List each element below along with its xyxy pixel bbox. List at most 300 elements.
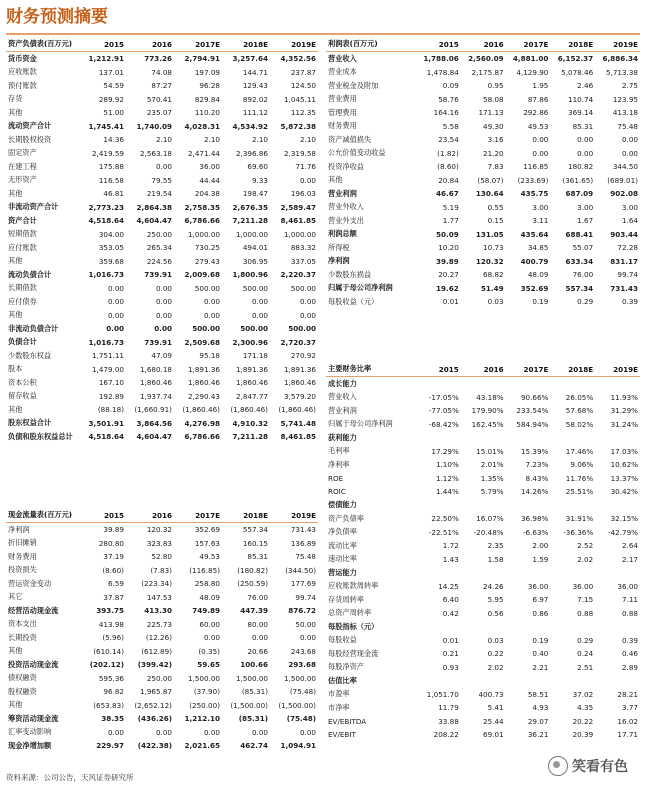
- cell-value: 157.63: [194, 538, 220, 548]
- row-label: 总资产周转率: [328, 608, 372, 618]
- cell-value: 46.67: [436, 189, 459, 199]
- row-label: 每股净资产: [328, 662, 364, 672]
- cell-value: 570.41: [146, 94, 172, 104]
- row-label: 管理费用: [328, 107, 357, 117]
- cell-value: 0.00: [251, 297, 268, 307]
- cell-value: 229.97: [96, 741, 124, 751]
- cell-value: 15.01%: [476, 446, 504, 456]
- cell-value: 0.42: [442, 608, 459, 618]
- cell-value: 235.07: [146, 108, 172, 118]
- cell-value: 120.32: [475, 256, 504, 266]
- cell-value: 7.15: [577, 595, 594, 605]
- cell-value: 38.35: [101, 714, 124, 724]
- cell-value: 739.91: [144, 337, 172, 347]
- cell-value: 400.73: [478, 689, 504, 699]
- cell-value: 0.22: [487, 649, 504, 659]
- cell-value: [506, 377, 551, 391]
- cell-value: 197.09: [194, 67, 220, 77]
- cell-value: 413.18: [612, 108, 638, 118]
- income-statement-panel: [326, 37, 640, 309]
- page-title: 财务预测摘要: [6, 7, 108, 27]
- cell-value: 413.98: [98, 619, 124, 629]
- cell-value: 110.74: [568, 94, 594, 104]
- row-label: 流动比率: [328, 540, 357, 550]
- row-label: 成长能力: [328, 378, 357, 388]
- cell-value: [461, 566, 506, 580]
- cell-value: 6,786.66: [184, 216, 220, 226]
- cell-value: 876.72: [288, 606, 316, 616]
- cell-value: 2,419.59: [91, 148, 124, 158]
- row-label: 偿债能力: [328, 500, 357, 510]
- table-row: [326, 295, 640, 309]
- cell-value: 0.00: [155, 283, 172, 293]
- table-row: [6, 349, 318, 363]
- cell-value: 1.58: [487, 554, 504, 564]
- table-row: [6, 52, 318, 66]
- cell-value: 0.00: [621, 148, 638, 158]
- cell-value: 26.05%: [565, 392, 594, 402]
- cell-value: (8.60): [102, 565, 124, 575]
- cell-value: 11.76%: [565, 473, 594, 483]
- watermark: [548, 756, 628, 776]
- cell-value: 5.41: [487, 703, 504, 713]
- cell-value: (610.14): [93, 646, 124, 656]
- table-header-title: 利润表(百万元): [326, 37, 416, 52]
- year-header: 2019E: [595, 37, 640, 52]
- table-row: [6, 255, 318, 269]
- cell-value: 0.00: [299, 310, 316, 320]
- cell-value: 829.84: [194, 94, 220, 104]
- cell-value: 1,745.41: [88, 121, 124, 131]
- cell-value: 112.35: [290, 108, 316, 118]
- cell-value: 31.91%: [565, 514, 594, 524]
- cell-value: (2,652.12): [134, 700, 172, 710]
- cell-value: 47.09: [151, 351, 172, 361]
- year-header: 2017E: [506, 37, 551, 52]
- row-label: 流动资产合计: [8, 121, 52, 131]
- cell-value: 177.69: [290, 579, 316, 589]
- cell-value: 4,129.90: [516, 67, 549, 77]
- cell-value: 96.28: [199, 81, 220, 91]
- year-header: 2016: [461, 37, 506, 52]
- row-label: 归属于母公司净利润: [328, 419, 393, 429]
- cell-value: 3.00: [621, 202, 638, 212]
- cell-value: 32.15%: [610, 514, 638, 524]
- table-row: [6, 577, 318, 591]
- cell-value: 20.84: [438, 175, 459, 185]
- cell-value: 14.36: [103, 135, 124, 145]
- cell-value: 2,396.86: [235, 148, 268, 158]
- table-row: [326, 255, 640, 269]
- cell-value: [550, 499, 595, 513]
- cell-value: [506, 620, 551, 634]
- cell-value: 2,175.87: [471, 67, 504, 77]
- cell-value: 95.18: [199, 351, 220, 361]
- cell-value: 883.32: [290, 243, 316, 253]
- cell-value: 0.00: [155, 727, 172, 737]
- cell-value: 7,211.28: [232, 216, 268, 226]
- row-label: 净负债率: [328, 527, 357, 537]
- row-label: 资本支出: [8, 619, 37, 629]
- cell-value: 4,604.47: [136, 216, 172, 226]
- row-label: 每股收益（元）: [328, 296, 379, 306]
- cell-value: 1,000.00: [187, 229, 220, 239]
- cell-value: 7.11: [621, 595, 638, 605]
- cell-value: 17.03%: [610, 446, 638, 456]
- cell-value: [595, 499, 640, 513]
- cell-value: 0.93: [442, 662, 459, 672]
- cell-value: 22.50%: [431, 514, 459, 524]
- cell-value: [550, 566, 595, 580]
- table-row: [326, 282, 640, 296]
- cell-value: 144.71: [242, 67, 268, 77]
- cell-value: 37.19: [103, 552, 124, 562]
- table-row: [326, 715, 640, 729]
- cell-value: 24.26: [483, 581, 504, 591]
- table-row: [326, 553, 640, 567]
- table-row: [6, 187, 318, 201]
- table-row: [326, 133, 640, 147]
- row-label: 留存收益: [8, 391, 37, 401]
- row-label: 预付账款: [8, 80, 37, 90]
- cell-value: 180.82: [568, 162, 594, 172]
- cell-value: 2,794.91: [184, 54, 220, 64]
- cell-value: 6.97: [532, 595, 549, 605]
- cell-value: 1,094.91: [280, 741, 316, 751]
- cell-value: 0.00: [106, 324, 124, 334]
- cell-value: 0.88: [621, 608, 638, 618]
- cell-value: 0.00: [107, 727, 124, 737]
- cell-value: 0.19: [532, 297, 549, 307]
- row-label: 利润总额: [328, 229, 357, 239]
- cell-value: 0.15: [487, 216, 504, 226]
- row-label: 其他: [8, 256, 23, 266]
- cell-value: 0.01: [442, 297, 459, 307]
- cell-value: (75.48): [286, 714, 316, 724]
- cell-value: -68.42%: [428, 419, 459, 429]
- cell-value: 1,891.36: [187, 364, 220, 374]
- row-label: 营业收入: [328, 392, 357, 402]
- table-row: [6, 336, 318, 350]
- cell-value: 435.64: [520, 229, 549, 239]
- cell-value: -77.05%: [428, 406, 459, 416]
- cell-value: 7.23%: [525, 460, 549, 470]
- table-row: [6, 390, 318, 404]
- table-row: [326, 106, 640, 120]
- cell-value: 71.76: [295, 162, 316, 172]
- cell-value: 2,720.37: [280, 337, 316, 347]
- row-label: 现金净增加额: [8, 740, 52, 750]
- cell-value: 11.79: [438, 703, 459, 713]
- row-label: 营业外支出: [328, 215, 364, 225]
- cell-value: 369.14: [568, 108, 594, 118]
- table-row: [6, 93, 318, 107]
- cell-value: 96.82: [103, 687, 124, 697]
- cell-value: 237.87: [290, 67, 316, 77]
- table-row: [326, 674, 640, 688]
- cell-value: 2,471.44: [187, 148, 220, 158]
- cell-value: [506, 674, 551, 688]
- cell-value: 116.85: [523, 162, 549, 172]
- table-row: [326, 66, 640, 80]
- table-row: [6, 214, 318, 228]
- cell-value: 120.32: [146, 525, 172, 535]
- cell-value: 393.75: [96, 606, 124, 616]
- cell-value: 0.39: [621, 297, 638, 307]
- table-row: [6, 417, 318, 431]
- cell-value: 0.00: [155, 310, 172, 320]
- row-label: 股权融资: [8, 686, 37, 696]
- cell-value: 739.91: [144, 270, 172, 280]
- cell-value: 0.00: [107, 310, 124, 320]
- cell-value: 280.80: [98, 538, 124, 548]
- table-row: [326, 593, 640, 607]
- row-label: 投资活动现金流: [8, 659, 59, 669]
- cell-value: 0.86: [532, 608, 549, 618]
- cell-value: 0.00: [577, 148, 594, 158]
- table-row: [326, 512, 640, 526]
- table-row: [6, 564, 318, 578]
- cell-value: 279.43: [194, 256, 220, 266]
- cell-value: 36.00: [617, 581, 638, 591]
- cell-value: 1,860.46: [283, 378, 316, 388]
- table-row: [326, 147, 640, 161]
- cell-value: 225.73: [146, 619, 172, 629]
- cell-value: 10.62%: [610, 460, 638, 470]
- cell-value: (85.31): [238, 714, 268, 724]
- cell-value: 400.79: [520, 256, 549, 266]
- cell-value: 557.34: [242, 525, 268, 535]
- balance-sheet-table: [6, 37, 318, 444]
- cell-value: 1,891.36: [283, 364, 316, 374]
- table-row: [6, 268, 318, 282]
- cell-value: 1.35%: [480, 473, 504, 483]
- cell-value: 87.27: [151, 81, 172, 91]
- cell-value: 7.83: [487, 162, 504, 172]
- cell-value: 0.19: [532, 635, 549, 645]
- row-label: EV/EBIT: [328, 730, 356, 740]
- cell-value: [416, 431, 461, 445]
- table-row: [6, 201, 318, 215]
- cell-value: 192.89: [98, 391, 124, 401]
- row-label: 债权融资: [8, 673, 37, 683]
- table-header-title: 现金流量表(百万元): [6, 508, 78, 523]
- cell-value: 7,211.28: [232, 432, 268, 442]
- cell-value: 224.56: [146, 256, 172, 266]
- cell-value: 80.00: [247, 619, 268, 629]
- cell-value: 1,860.46: [187, 378, 220, 388]
- cell-value: 6.59: [107, 579, 124, 589]
- cell-value: 0.00: [203, 633, 220, 643]
- table-row: [6, 160, 318, 174]
- table-row: [6, 631, 318, 645]
- cell-value: 5,078.46: [561, 67, 594, 77]
- cell-value: 494.01: [242, 243, 268, 253]
- cell-value: 1.59: [532, 554, 549, 564]
- row-label: 每股收益: [328, 635, 357, 645]
- cell-value: (361.65): [562, 175, 594, 185]
- cell-value: 0.03: [487, 635, 504, 645]
- cell-value: [416, 674, 461, 688]
- cell-value: 4,028.31: [184, 121, 220, 131]
- row-label: 财务费用: [328, 121, 357, 131]
- cell-value: (202.12): [89, 660, 124, 670]
- row-label: 非流动负债合计: [8, 323, 59, 333]
- cell-value: 39.89: [436, 256, 459, 266]
- cell-value: 4,518.64: [88, 216, 124, 226]
- cell-value: 1,500.00: [187, 673, 220, 683]
- row-label: 股东权益合计: [8, 418, 52, 428]
- cell-value: 59.65: [197, 660, 220, 670]
- cell-value: 21.20: [483, 148, 504, 158]
- year-header: 2016: [461, 362, 506, 377]
- cell-value: (436.26): [137, 714, 172, 724]
- cell-value: 3,579.20: [283, 391, 316, 401]
- cell-value: 9.33: [251, 175, 268, 185]
- cell-value: 37.87: [103, 592, 124, 602]
- cell-value: 87.86: [527, 94, 549, 104]
- cell-value: 265.34: [146, 243, 172, 253]
- cell-value: [461, 499, 506, 513]
- cell-value: 2.64: [621, 541, 638, 551]
- cell-value: 2.89: [621, 662, 638, 672]
- table-row: [6, 363, 318, 377]
- cell-value: 0.29: [577, 635, 594, 645]
- table-row: [6, 658, 318, 672]
- cell-value: (344.50): [285, 565, 316, 575]
- cell-value: 2.21: [532, 662, 549, 672]
- cell-value: 20.39: [572, 730, 594, 740]
- cell-value: 2,560.09: [468, 54, 504, 64]
- table-row: [6, 699, 318, 713]
- cell-value: [461, 377, 506, 391]
- table-row: [326, 418, 640, 432]
- row-label: 汇率变动影响: [8, 727, 52, 737]
- cell-value: 1,479.00: [91, 364, 124, 374]
- cell-value: 258.80: [194, 579, 220, 589]
- table-row: [6, 672, 318, 686]
- cell-value: (75.48): [289, 687, 316, 697]
- cell-value: [550, 431, 595, 445]
- cell-value: 2,509.68: [184, 337, 220, 347]
- cell-value: 0.24: [577, 649, 594, 659]
- cell-value: 124.50: [290, 81, 316, 91]
- cell-value: 1,478.84: [426, 67, 459, 77]
- cell-value: 0.00: [203, 310, 220, 320]
- cell-value: 4,881.00: [512, 54, 549, 64]
- cell-value: 0.00: [154, 324, 172, 334]
- cell-value: 179.90%: [471, 406, 504, 416]
- table-row: [326, 607, 640, 621]
- cell-value: 14.25: [438, 581, 459, 591]
- cell-value: (12.26): [145, 633, 172, 643]
- cell-value: 1,045.11: [283, 94, 316, 104]
- cell-value: (1,660.91): [134, 405, 172, 415]
- cell-value: 175.88: [98, 162, 124, 172]
- cell-value: 123.95: [612, 94, 638, 104]
- table-row: [326, 187, 640, 201]
- cell-value: -20.48%: [473, 527, 504, 537]
- cell-value: 1,965.87: [139, 687, 172, 697]
- row-label: 市盈率: [328, 689, 350, 699]
- cell-value: 76.00: [572, 270, 594, 280]
- cell-value: 4,352.56: [280, 54, 316, 64]
- cell-value: 304.00: [98, 229, 124, 239]
- cell-value: [416, 377, 461, 391]
- year-header: 2015: [78, 508, 126, 523]
- year-header: 2017E: [506, 362, 551, 377]
- row-label: 每股指标（元）: [328, 621, 379, 631]
- cell-value: 2.51: [577, 662, 594, 672]
- cell-value: [595, 377, 640, 391]
- cell-value: 595.36: [98, 673, 124, 683]
- row-label: 少数股东损益: [328, 269, 372, 279]
- cell-value: 6,786.66: [184, 432, 220, 442]
- table-row: [326, 228, 640, 242]
- cell-value: 6.40: [442, 595, 459, 605]
- cell-value: 74.08: [151, 67, 172, 77]
- cell-value: -36.36%: [563, 527, 594, 537]
- cell-value: 10.73: [483, 243, 504, 253]
- cell-value: 51.00: [103, 108, 124, 118]
- year-header: 2018E: [550, 37, 595, 52]
- cell-value: 5.58: [442, 121, 459, 131]
- row-label: 营业外收入: [328, 202, 364, 212]
- cell-value: 892.02: [242, 94, 268, 104]
- cell-value: 2.01%: [480, 460, 504, 470]
- cell-value: 0.00: [251, 633, 268, 643]
- cell-value: 352.69: [194, 525, 220, 535]
- table-row: [326, 661, 640, 675]
- cell-value: (422.38): [137, 741, 172, 751]
- table-row: [326, 566, 640, 580]
- cell-value: 13.37%: [610, 473, 638, 483]
- financial-ratios-panel: [326, 362, 640, 742]
- cell-value: 4,534.92: [232, 121, 268, 131]
- row-label: 经营活动现金流: [8, 605, 59, 615]
- cell-value: 50.09: [436, 229, 459, 239]
- table-row: [326, 241, 640, 255]
- cell-value: 1,680.18: [139, 364, 172, 374]
- cell-value: [550, 620, 595, 634]
- cell-value: 1,500.00: [235, 673, 268, 683]
- table-row: [6, 523, 318, 537]
- cell-value: 0.46: [621, 649, 638, 659]
- cell-value: 100.66: [240, 660, 268, 670]
- cell-value: 69.01: [483, 730, 504, 740]
- cell-value: 110.20: [194, 108, 220, 118]
- table-row: [326, 539, 640, 553]
- table-row: [6, 322, 318, 336]
- cell-value: 30.42%: [610, 487, 638, 497]
- cell-value: 116.58: [98, 175, 124, 185]
- row-label: 资产负债率: [328, 513, 364, 523]
- year-header: 2019E: [270, 508, 318, 523]
- table-row: [326, 404, 640, 418]
- cell-value: -17.05%: [428, 392, 459, 402]
- cash-flow-table: [6, 508, 318, 753]
- table-row: [326, 93, 640, 107]
- row-label: 财务费用: [8, 551, 37, 561]
- cell-value: 15.39%: [520, 446, 549, 456]
- cell-value: 0.00: [203, 727, 220, 737]
- table-row: [326, 445, 640, 459]
- cell-value: 23.54: [438, 135, 459, 145]
- cell-value: 353.05: [98, 243, 124, 253]
- cell-value: 306.95: [242, 256, 268, 266]
- cell-value: 10.20: [438, 243, 459, 253]
- year-header: 2018E: [222, 37, 270, 52]
